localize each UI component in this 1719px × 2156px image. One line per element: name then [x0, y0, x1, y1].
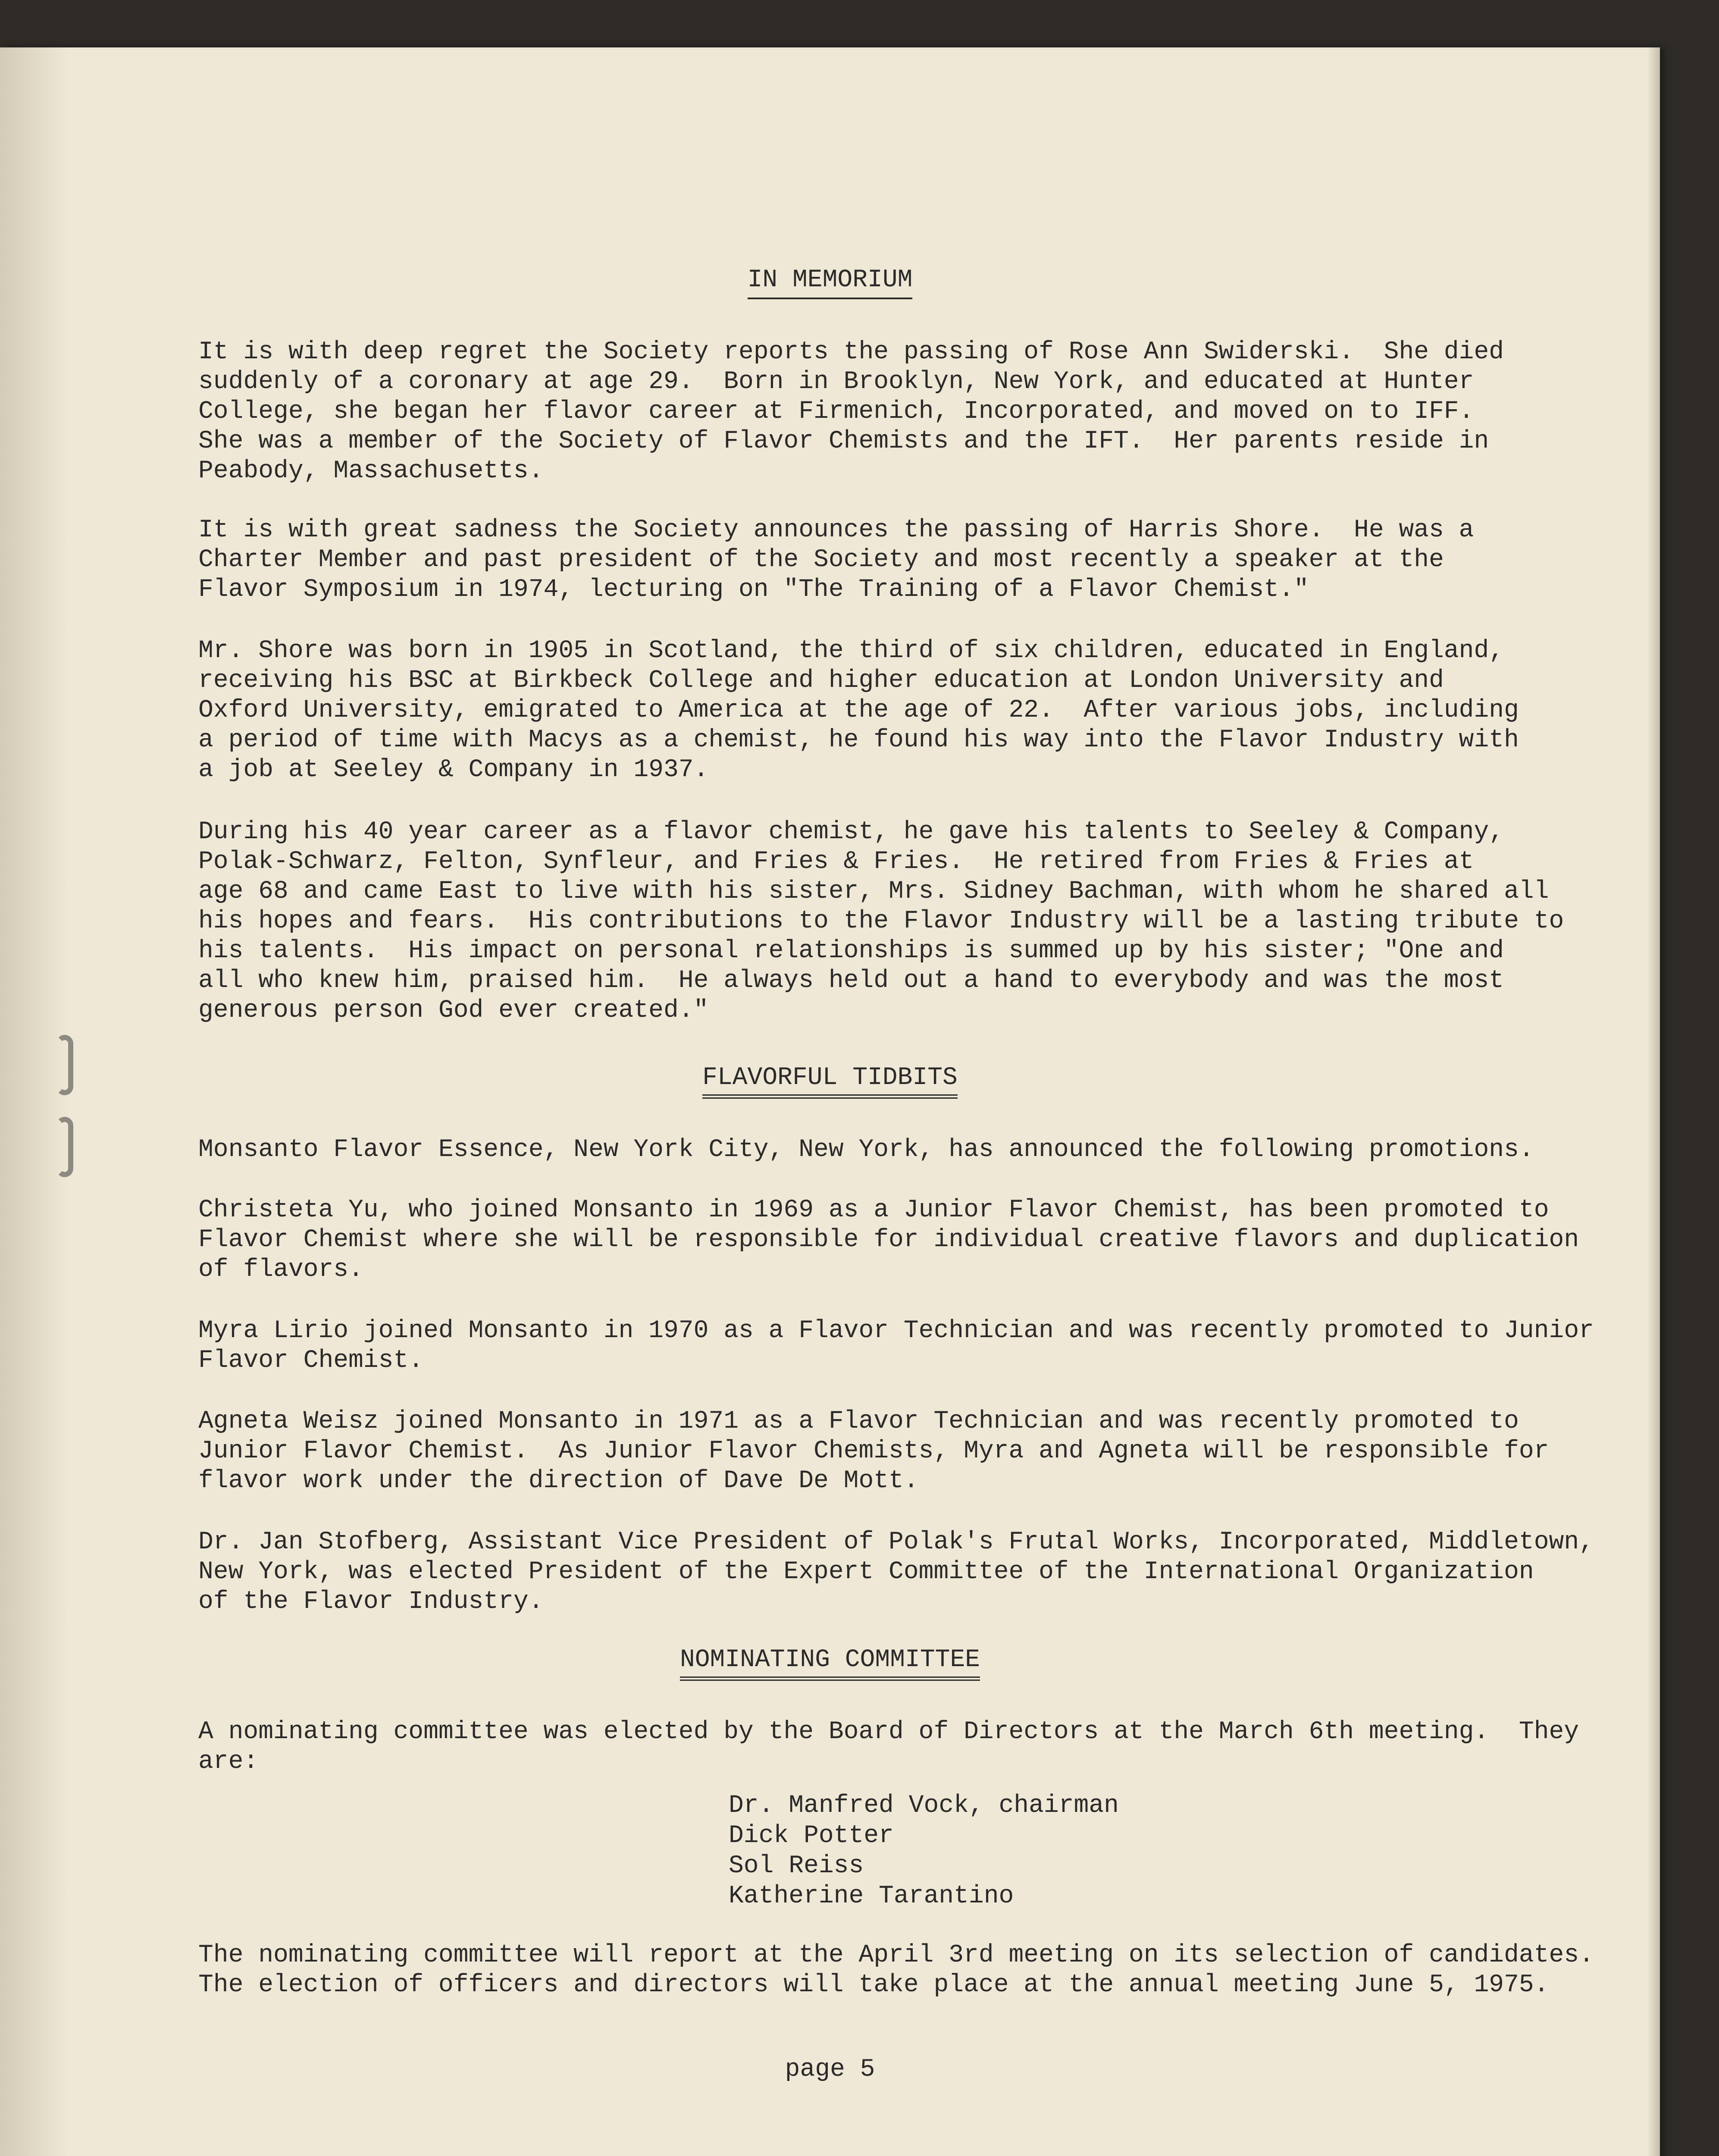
- nominating-closing: The nominating committee will report at the April 3rd meeting on its selection of candidates. The election of officers and directors will take place at the annual meeting June 5, 1975.: [198, 1941, 1594, 1999]
- tidbits-paragraph-1: Monsanto Flavor Essence, New York City, New York, has announced the following promotions.: [198, 1136, 1534, 1164]
- nominee-3: Sol Reiss: [729, 1852, 864, 1880]
- memorium-paragraph-3: Mr. Shore was born in 1905 in Scotland, the third of six children, educated in England, receiving his BSC at Birkbeck College and higher education at London University and Oxford University, emigrated to America at the age of 22. After various jobs, including a period of time with Macys as a chemist, he found his way into the Flavor Industry with a job at Seeley & Company in 1937.: [198, 637, 1519, 784]
- tidbits-paragraph-3: Myra Lirio joined Monsanto in 1970 as a Flavor Technician and was recently promoted to Junior Flavor Chemist.: [198, 1317, 1594, 1375]
- flavorful-tidbits-heading: FLAVORFUL TIDBITS: [0, 1063, 1660, 1099]
- document-text: [0, 47, 1660, 2156]
- in-memorium-heading: IN MEMORIUM: [0, 265, 1660, 299]
- memorium-paragraph-1: It is with deep regret the Society reports the passing of Rose Ann Swiderski. She died suddenly of a coronary at age 29. Born in Brooklyn, New York, and educated at Hunter College, she began her flavor career at Firmenich, Incorporated, and moved on to IFF. She was a member of the Society of Flavor Chemists and the IFT. Her parents reside in Peabody, Massachusetts.: [198, 338, 1504, 485]
- document-page: [0, 47, 1660, 2156]
- page-number: page 5: [785, 2056, 875, 2084]
- memorium-paragraph-2: It is with great sadness the Society announces the passing of Harris Shore. He was a Charter Member and past president of the Society and most recently a speaker at the Flavor Symposium in 1974, lecturing on "The Training of a Flavor Chemist.": [198, 516, 1474, 604]
- nominating-intro: A nominating committee was elected by the Board of Directors at the March 6th meeting. They are:: [198, 1718, 1579, 1776]
- nominee-2: Dick Potter: [729, 1822, 894, 1850]
- nominee-4: Katherine Tarantino: [729, 1882, 1014, 1910]
- nominee-chairman: Dr. Manfred Vock, chairman: [729, 1792, 1119, 1820]
- tidbits-paragraph-5: Dr. Jan Stofberg, Assistant Vice President of Polak's Frutal Works, Incorporated, Middletown, New York, was elected President of the Expert Committee of the International Organization of the Flavor Industry.: [198, 1528, 1594, 1616]
- memorium-paragraph-4: During his 40 year career as a flavor chemist, he gave his talents to Seeley & Company, Polak-Schwarz, Felton, Synfleur, and Fries & Fries. He retired from Fries & Fries at age 68 and came East to live with his sister, Mrs. Sidney Bachman, with whom he shared all his hopes and fears. His contributions to the Flavor Industry will be a lasting tribute to his talents. His impact on personal relationships is summed up by his sister; "One and all who knew him, praised him. He always held out a hand to everybody and was the most generous person God ever created.": [198, 818, 1564, 1025]
- tidbits-paragraph-4: Agneta Weisz joined Monsanto in 1971 as a Flavor Technician and was recently promoted to Junior Flavor Chemist. As Junior Flavor Chemists, Myra and Agneta will be responsible for flavor work under the direction of Dave De Mott.: [198, 1407, 1549, 1495]
- tidbits-paragraph-2: Christeta Yu, who joined Monsanto in 1969 as a Junior Flavor Chemist, has been promoted to Flavor Chemist where she will be responsible for individual creative flavors and duplication of flavors.: [198, 1196, 1579, 1284]
- nominating-committee-heading: NOMINATING COMMITTEE: [0, 1645, 1660, 1681]
